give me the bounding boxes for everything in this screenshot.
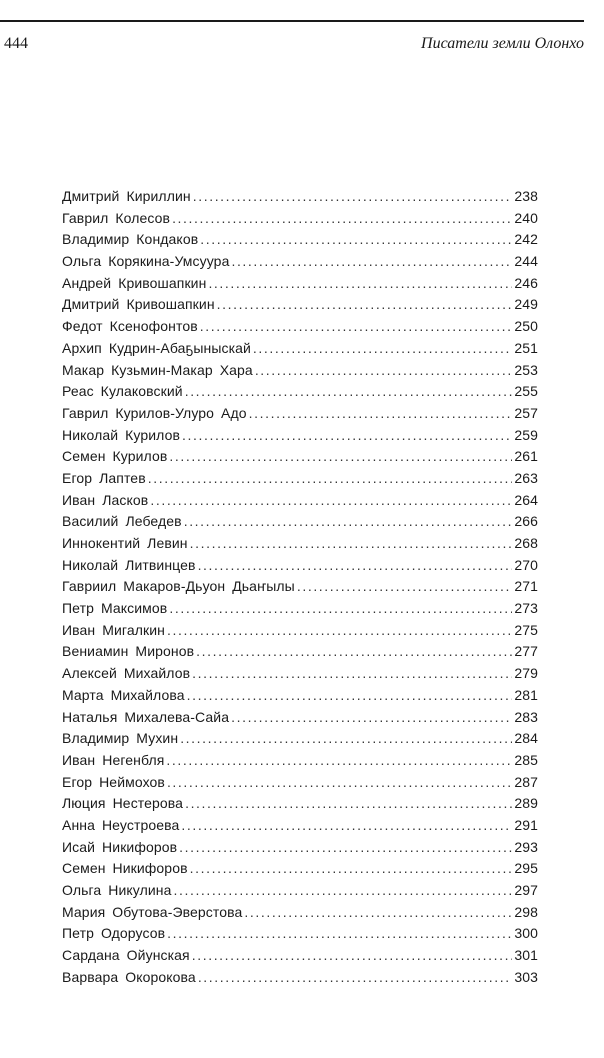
toc-entry	[62, 316, 538, 338]
toc-entry	[62, 967, 538, 989]
dot-leader	[192, 663, 512, 685]
toc-entry	[62, 837, 538, 859]
author-name: Варвара Окорокова	[62, 968, 196, 985]
page-ref: 246	[514, 274, 538, 291]
author-name: Владимир Мухин	[62, 730, 179, 747]
page-ref: 238	[514, 188, 538, 204]
toc-entry	[62, 923, 538, 945]
page-ref: 289	[514, 795, 538, 812]
dot-leader	[179, 837, 512, 859]
page-ref: 301	[514, 947, 538, 964]
toc-entry	[62, 403, 538, 425]
author-name: Дмитрий Кривошапкин	[62, 296, 215, 313]
dot-leader	[198, 555, 513, 577]
toc-entry	[62, 685, 538, 707]
author-name: Петр Максимов	[62, 600, 168, 617]
author-name: Марта Михайлова	[62, 686, 185, 703]
author-name: Егор Неймохов	[62, 773, 165, 790]
page-ref: 285	[514, 751, 538, 768]
author-name: Иван Ласков	[62, 491, 149, 508]
toc-entry	[62, 294, 538, 316]
toc-entry	[62, 772, 538, 794]
toc-entry	[62, 880, 538, 902]
page-ref: 270	[514, 556, 538, 573]
dot-leader	[166, 750, 512, 772]
dot-leader	[180, 728, 512, 750]
toc-entry	[62, 663, 538, 685]
author-name: Исай Никифоров	[62, 838, 178, 855]
author-name: Иннокентий Левин	[62, 535, 188, 551]
page-ref: 263	[514, 469, 538, 486]
toc-entry	[62, 728, 538, 750]
page-ref: 287	[514, 773, 538, 790]
dot-leader	[167, 620, 512, 642]
dot-leader	[217, 294, 513, 316]
toc-entry	[62, 750, 538, 772]
toc-entry	[62, 468, 538, 490]
toc-entry	[62, 620, 538, 642]
author-name: Семен Никифоров	[62, 860, 188, 877]
toc-entry	[62, 338, 538, 360]
page-ref: 249	[514, 296, 538, 313]
running-title: Писатели земли Олонхо	[421, 35, 584, 52]
page-ref: 242	[514, 231, 538, 248]
author-name: Наталья Михалева-Сайа	[62, 708, 230, 725]
page-ref: 279	[514, 665, 538, 682]
dot-leader	[167, 923, 512, 945]
page-header	[0, 35, 584, 57]
author-name: Семен Курилов	[62, 448, 168, 465]
author-name: Реас Кулаковский	[62, 383, 183, 400]
page-ref: 300	[514, 925, 538, 942]
toc-entry	[62, 251, 538, 273]
table-of-contents	[62, 186, 538, 988]
dot-leader	[192, 945, 513, 967]
author-name: Архип Кудрин-Абаҕыныскай	[62, 339, 251, 356]
author-name: Гаврил Колесов	[62, 209, 171, 226]
dot-leader	[173, 880, 512, 902]
author-name: Анна Неустроева	[62, 816, 180, 833]
dot-leader	[231, 707, 512, 729]
page-ref: 277	[514, 643, 538, 660]
author-name: Андрей Кривошапкин	[62, 274, 207, 291]
page-ref: 281	[514, 686, 538, 703]
author-name: Федот Ксенофонтов	[62, 318, 198, 335]
author-name: Сардана Ойунская	[62, 947, 190, 964]
dot-leader	[249, 403, 513, 425]
dot-leader	[200, 229, 512, 251]
dot-leader	[208, 273, 512, 295]
toc-entry	[62, 945, 538, 967]
dot-leader	[148, 468, 513, 490]
page-ref: 268	[514, 535, 538, 551]
page-ref: 271	[514, 578, 538, 595]
dot-leader	[167, 772, 512, 794]
dot-leader	[190, 858, 513, 880]
page-ref: 298	[514, 903, 538, 920]
toc-entry	[62, 793, 538, 815]
page-ref: 284	[514, 730, 538, 747]
dot-leader	[198, 967, 513, 989]
page-ref: 244	[514, 253, 538, 270]
toc-entry	[62, 360, 538, 382]
dot-leader	[253, 338, 512, 360]
page-ref: 257	[514, 404, 538, 421]
toc-entry	[62, 533, 538, 555]
page-ref: 259	[514, 426, 538, 443]
toc-entry	[62, 707, 538, 729]
page-ref: 255	[514, 383, 538, 400]
author-name: Макар Кузьмин-Макар Хара	[62, 361, 253, 378]
author-name: Владимир Кондаков	[62, 231, 199, 248]
toc-entry	[62, 902, 538, 924]
toc-entry	[62, 490, 538, 512]
page-ref: 295	[514, 860, 538, 877]
author-name: Гавриил Макаров-Дьуон Дьаҥылы	[62, 578, 295, 595]
author-name: Егор Лаптев	[62, 469, 146, 486]
toc-entry	[62, 229, 538, 251]
toc-entry	[62, 446, 538, 468]
author-name: Петр Одорусов	[62, 925, 166, 942]
author-name: Ольга Никулина	[62, 882, 172, 898]
toc-entry	[62, 641, 538, 663]
toc-entry	[62, 425, 538, 447]
toc-entry	[62, 576, 538, 598]
dot-leader	[231, 251, 512, 273]
toc-entry	[62, 381, 538, 403]
dot-leader	[185, 793, 512, 815]
toc-entry	[62, 208, 538, 230]
dot-leader	[187, 685, 513, 707]
dot-leader	[190, 533, 513, 555]
page-ref: 240	[514, 209, 538, 226]
toc-entry	[62, 555, 538, 577]
author-name: Мария Обутова-Эверстова	[62, 903, 243, 920]
dot-leader	[172, 208, 512, 230]
dot-leader	[184, 511, 513, 533]
author-name: Люция Нестерова	[62, 795, 184, 812]
page-ref: 293	[514, 838, 538, 855]
dot-leader	[255, 360, 513, 382]
author-name: Василий Лебедев	[62, 513, 182, 530]
author-name: Николай Курилов	[62, 426, 181, 443]
page-ref: 275	[514, 621, 538, 638]
author-name: Николай Литвинцев	[62, 556, 196, 573]
page-ref: 251	[514, 339, 538, 356]
dot-leader	[244, 902, 512, 924]
dot-leader	[196, 641, 512, 663]
toc-entry	[62, 815, 538, 837]
page-ref: 253	[514, 361, 538, 378]
header-rule	[0, 20, 584, 22]
dot-leader	[169, 598, 512, 620]
author-name: Гаврил Курилов-Улуро Адо	[62, 404, 247, 421]
page-ref: 297	[514, 882, 538, 898]
dot-leader	[297, 576, 512, 598]
author-name: Алексей Михайлов	[62, 665, 191, 682]
toc-entry	[62, 598, 538, 620]
dot-leader	[193, 186, 513, 208]
dot-leader	[200, 316, 513, 338]
toc-entry	[62, 858, 538, 880]
toc-entry	[62, 186, 538, 208]
page-ref: 291	[514, 816, 538, 833]
page-ref: 303	[514, 968, 538, 985]
page-number: 444	[4, 35, 28, 52]
page-ref: 273	[514, 600, 538, 617]
author-name: Ольга Корякина-Умсуура	[62, 253, 230, 270]
author-name: Иван Негенбля	[62, 751, 165, 768]
author-name: Иван Мигалкин	[62, 621, 165, 638]
toc-entry	[62, 511, 538, 533]
dot-leader	[150, 490, 512, 512]
author-name: Вениамин Миронов	[62, 643, 195, 660]
page-ref: 261	[514, 448, 538, 465]
page-ref: 283	[514, 708, 538, 725]
dot-leader	[181, 815, 512, 837]
toc-entry	[62, 273, 538, 295]
dot-leader	[185, 381, 513, 403]
dot-leader	[182, 425, 512, 447]
page-ref: 264	[514, 491, 538, 508]
author-name: Дмитрий Кириллин	[62, 188, 191, 204]
page-ref: 266	[514, 513, 538, 530]
dot-leader	[169, 446, 512, 468]
page-ref: 250	[514, 318, 538, 335]
